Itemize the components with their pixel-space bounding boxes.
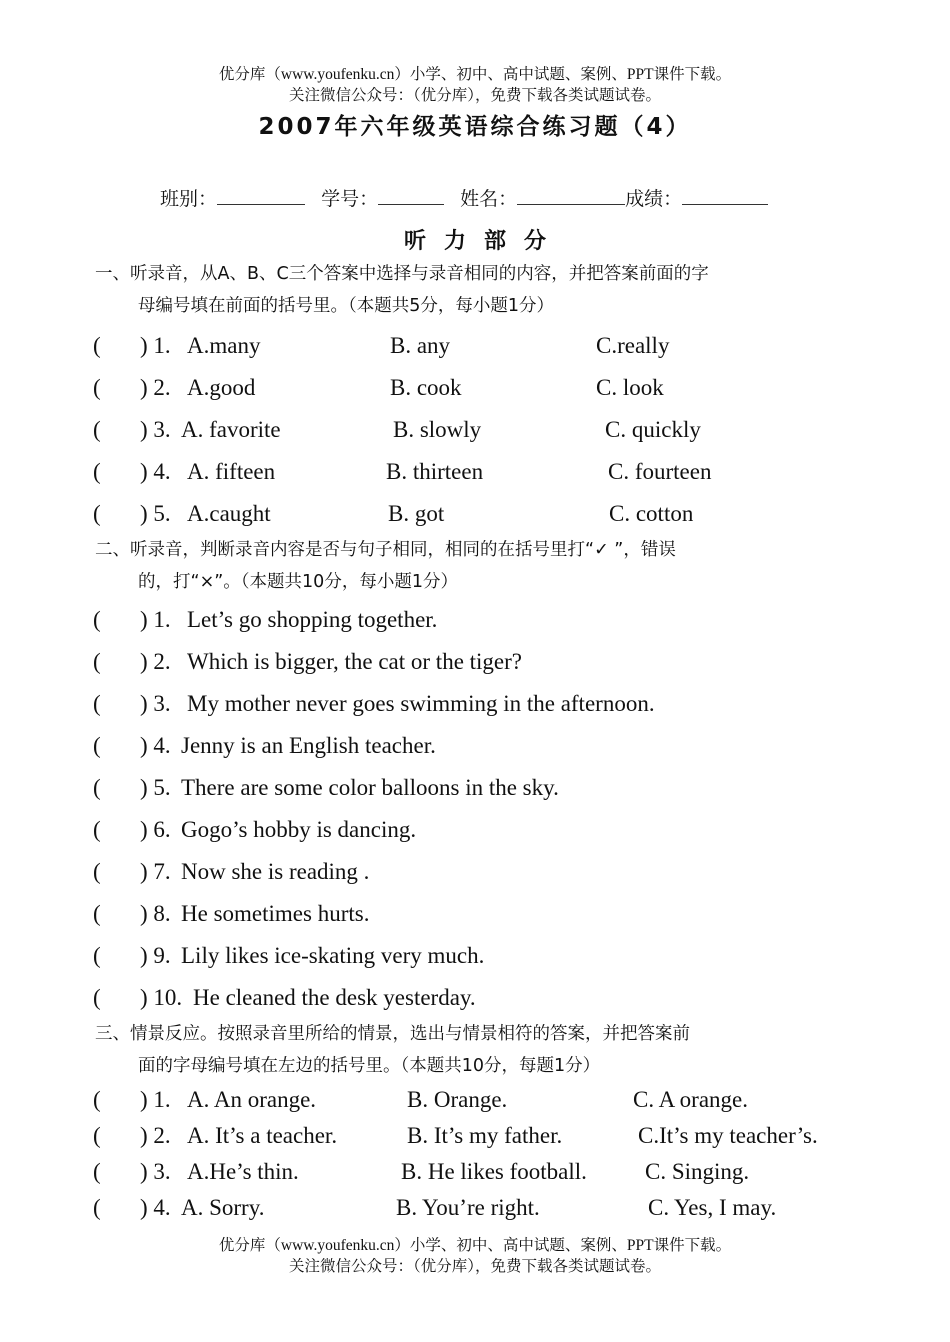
name-label: 姓名： (460, 188, 518, 210)
option-a: A.good (187, 375, 256, 400)
question-number: ) 3. (140, 417, 171, 442)
answer-bracket[interactable]: ( (93, 459, 101, 484)
question-number: ) 5. (140, 501, 171, 526)
header-line-1: 优分库（www.youfenku.cn）小学、初中、高中试题、案例、PPT课件下载。 (218, 66, 732, 83)
statement-text: Jenny is an English teacher. (181, 733, 436, 758)
option-c: C. cotton (609, 501, 694, 526)
option-c: C. Yes, I may. (648, 1195, 777, 1220)
statement-text: There are some color balloons in the sky. (181, 775, 559, 800)
question-number: ) 4. (140, 459, 171, 484)
option-b: B. It’s my father. (407, 1123, 563, 1148)
part3-instructions (95, 1018, 865, 1082)
question-number: ) 2. (140, 649, 171, 674)
question-number: ) 2. (140, 1123, 171, 1148)
question-number: ) 4. (140, 1195, 171, 1220)
statement-text: Now she is reading . (181, 859, 370, 884)
option-c: C. look (596, 375, 664, 400)
statement-text: He sometimes hurts. (181, 901, 370, 926)
option-b: B. cook (390, 375, 462, 400)
class-label: 班别： (160, 188, 218, 210)
statement-text: Let’s go shopping together. (187, 607, 438, 632)
question-number: ) 6. (140, 817, 171, 842)
option-c: C. fourteen (608, 459, 712, 484)
answer-bracket[interactable]: ( (93, 859, 101, 884)
answer-bracket[interactable]: ( (93, 1195, 101, 1220)
question-number: ) 1. (140, 333, 171, 358)
option-a: A. fifteen (187, 459, 276, 484)
option-b: B. slowly (393, 417, 482, 442)
page-title: 2007年六年级英语综合练习题（4） (258, 114, 692, 140)
number-label: 学号： (321, 188, 379, 210)
answer-bracket[interactable]: ( (93, 775, 101, 800)
question-number: ) 3. (140, 1159, 171, 1184)
score-label: 成绩： (625, 188, 683, 210)
footer-line-2: 关注微信公众号：（优分库），免费下载各类试题试卷。 (288, 1258, 661, 1275)
option-b: B. He likes football. (401, 1159, 587, 1184)
option-a: A.caught (187, 501, 271, 526)
option-a: A. favorite (181, 417, 281, 442)
part2-instr-line1: 二、听录音，判断录音内容是否与句子相同，相同的在括号里打“✓ ”，错误 (95, 540, 676, 560)
statement-text: My mother never goes swimming in the afternoon. (187, 691, 655, 716)
statement-text: Lily likes ice-skating very much. (181, 943, 485, 968)
name-blank[interactable] (517, 186, 625, 205)
student-info-row (160, 184, 778, 211)
statement-text: Gogo’s hobby is dancing. (181, 817, 417, 842)
question-number: ) 10. (140, 985, 183, 1010)
answer-bracket[interactable]: ( (93, 1087, 101, 1112)
part2-instr-line2: 的，打“×”。（本题共10分，每小题1分） (138, 572, 458, 592)
answer-bracket[interactable]: ( (93, 1159, 101, 1184)
option-c: C. Singing. (645, 1159, 750, 1184)
option-a: A. It’s a teacher. (187, 1123, 338, 1148)
answer-bracket[interactable]: ( (93, 691, 101, 716)
option-b: B. any (390, 333, 451, 358)
question-number: ) 3. (140, 691, 171, 716)
answer-bracket[interactable]: ( (93, 943, 101, 968)
option-c: C.really (596, 333, 670, 358)
header-line-2: 关注微信公众号：（优分库），免费下载各类试题试卷。 (288, 87, 661, 104)
answer-bracket[interactable]: ( (93, 417, 101, 442)
answer-bracket[interactable]: ( (93, 817, 101, 842)
section-title: 听力部分 (403, 229, 564, 254)
part2-instructions (95, 534, 865, 598)
part1-instr-line1: 一、听录音，从A、B、C三个答案中选择与录音相同的内容，并把答案前面的字 (95, 264, 709, 284)
question-number: ) 8. (140, 901, 171, 926)
question-number: ) 2. (140, 375, 171, 400)
answer-bracket[interactable]: ( (93, 607, 101, 632)
part3-instr-line2: 面的字母编号填在左边的括号里。（本题共10分，每题1分） (138, 1056, 601, 1076)
option-a: A. Sorry. (181, 1195, 265, 1220)
answer-bracket[interactable]: ( (93, 375, 101, 400)
class-blank[interactable] (217, 186, 305, 205)
option-a: A. An orange. (187, 1087, 317, 1112)
option-c: C. quickly (605, 417, 701, 442)
option-c: C. A orange. (633, 1087, 748, 1112)
footer-line-1: 优分库（www.youfenku.cn）小学、初中、高中试题、案例、PPT课件下载。 (218, 1237, 732, 1254)
score-blank[interactable] (682, 186, 768, 205)
question-number: ) 1. (140, 607, 171, 632)
number-blank[interactable] (378, 186, 444, 205)
answer-bracket[interactable]: ( (93, 333, 101, 358)
question-number: ) 5. (140, 775, 171, 800)
statement-text: He cleaned the desk yesterday. (193, 985, 476, 1010)
option-b: B. Orange. (407, 1087, 508, 1112)
question-number: ) 4. (140, 733, 171, 758)
answer-bracket[interactable]: ( (93, 733, 101, 758)
option-a: A.many (187, 333, 261, 358)
question-number: ) 1. (140, 1087, 171, 1112)
option-b: B. thirteen (386, 459, 484, 484)
part1-instr-line2: 母编号填在前面的括号里。（本题共5分，每小题1分） (138, 296, 555, 316)
option-a: A.He’s thin. (187, 1159, 299, 1184)
option-b: B. got (388, 501, 445, 526)
answer-bracket[interactable]: ( (93, 649, 101, 674)
part3-instr-line1: 三、情景反应。按照录音里所给的情景，选出与情景相符的答案，并把答案前 (95, 1024, 690, 1044)
option-c: C.It’s my teacher’s. (638, 1123, 818, 1148)
answer-bracket[interactable]: ( (93, 901, 101, 926)
answer-bracket[interactable]: ( (93, 985, 101, 1010)
option-b: B. You’re right. (396, 1195, 540, 1220)
question-number: ) 9. (140, 943, 171, 968)
answer-bracket[interactable]: ( (93, 501, 101, 526)
part1-instructions (95, 258, 865, 322)
statement-text: Which is bigger, the cat or the tiger? (187, 649, 523, 674)
answer-bracket[interactable]: ( (93, 1123, 101, 1148)
question-number: ) 7. (140, 859, 171, 884)
